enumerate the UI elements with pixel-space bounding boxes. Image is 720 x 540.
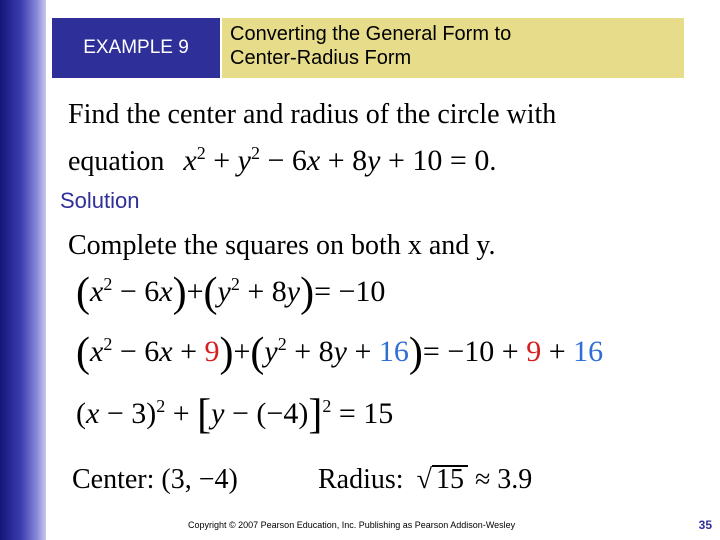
problem-statement <box>68 96 688 181</box>
solution-label: Solution <box>60 188 140 213</box>
sidebar-gradient <box>0 0 46 540</box>
radical: √ 15 <box>417 464 468 496</box>
equation-period: . <box>489 146 497 177</box>
equation-step-1: $(x^2 - 6x)+(y^2 + 8y)= -10$ <box>76 270 386 316</box>
slide-title <box>222 18 684 78</box>
problem-line1: Find the center and radius of the circle with <box>68 99 557 130</box>
equation-step-3: $(x - 3)^2 + [y - (-4)]^2 = 15$ <box>76 392 394 438</box>
radius-approx: ≈ 3.9 <box>474 464 533 495</box>
copyright-text: Copyright © 2007 Pearson Education, Inc. Publishing as Pearson Addison-Wesley <box>188 520 516 530</box>
complete-squares-text: Complete the squares on both x and y. <box>68 230 496 261</box>
problem-line2: equation <box>68 146 165 177</box>
equation-step-2: $(x^2 - 6x + 9)+(y^2 + 8y + 16)= -10 + 9 + 16$ <box>76 330 604 376</box>
center-result: Center: (3, −4) <box>72 464 238 495</box>
radicand: 15 <box>432 465 468 493</box>
example-label: EXAMPLE 9 <box>52 18 220 78</box>
given-equation: $x^2 + y^2 - 6x + 8y + 10 = 0$ <box>183 143 490 177</box>
slide-title-line1: Converting the General Form to <box>230 23 512 45</box>
radius-result <box>318 464 532 496</box>
page-number: 35 <box>698 518 712 532</box>
radius-label: Radius: <box>318 464 404 495</box>
slide-title-line2: Center-Radius Form <box>230 47 412 69</box>
